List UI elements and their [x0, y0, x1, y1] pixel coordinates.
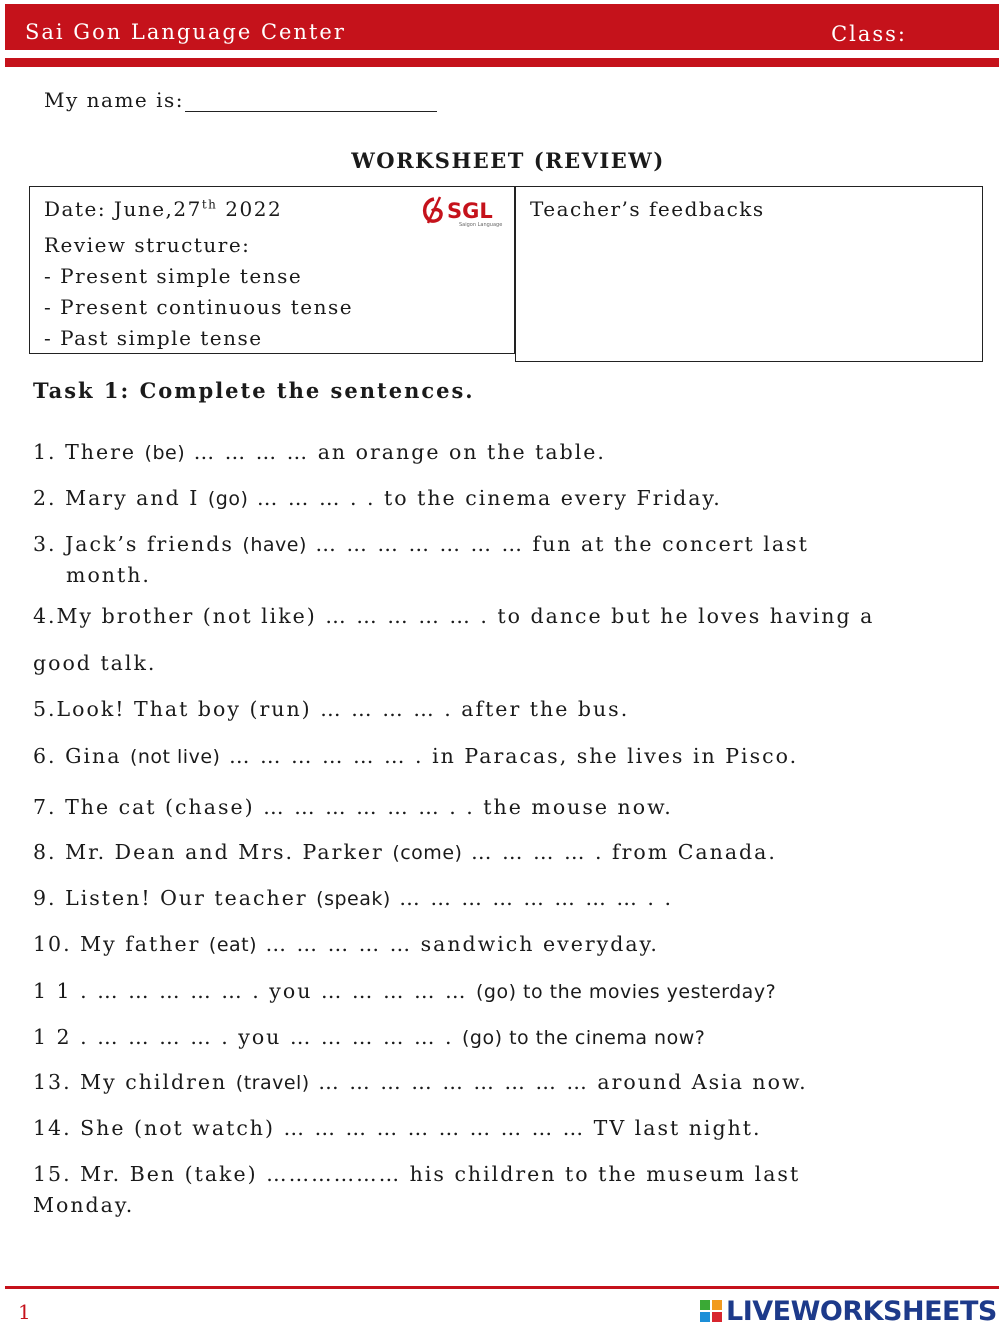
date-prefix: Date: June,27 — [44, 197, 202, 221]
logo-subtext: Saigon Language — [459, 222, 503, 227]
page-number: 1 — [18, 1300, 31, 1324]
question-4-cont: good talk. — [33, 651, 157, 675]
question-3: 3. Jack’s friends (have) … … … … … … … fun at the concert last — [33, 532, 809, 556]
worksheet-title: WORKSHEET (REVIEW) — [351, 148, 665, 173]
date-sup: th — [201, 197, 218, 212]
liveworksheets-text: LIVEWORKSHEETS — [726, 1296, 997, 1327]
question-13: 13. My children (travel) … … … … … … … … … around Asia now. — [33, 1070, 808, 1094]
task-title: Task 1: Complete the sentences. — [33, 378, 475, 403]
question-3-cont: month. — [66, 563, 151, 587]
class-label: Class: — [831, 22, 907, 46]
question-11: 1 1 . … … … … … . you … … … … … (go) to the movies yesterday? — [33, 979, 777, 1003]
question-12: 1 2 . … … … … . you … … … … … . (go) to the cinema now? — [33, 1025, 706, 1049]
question-7: 7. The cat (chase) … … … … … … . . the mouse now. — [33, 795, 673, 819]
sgl-logo — [420, 193, 516, 227]
structure-item: - Present continuous tense — [44, 295, 354, 319]
structure-item: - Past simple tense — [44, 326, 263, 350]
question-8: 8. Mr. Dean and Mrs. Parker (come) … … … … . from Canada. — [33, 840, 777, 864]
feedback-label: Teacher’s feedbacks — [530, 197, 765, 221]
name-blank[interactable] — [185, 89, 437, 112]
date-line — [44, 197, 282, 221]
logo-text: SGL — [447, 199, 493, 223]
feedback-box — [515, 186, 983, 362]
name-field-row — [44, 88, 437, 112]
date-year: 2022 — [217, 197, 283, 221]
liveworksheets-icon — [700, 1300, 722, 1322]
header-bar — [5, 4, 999, 50]
review-label: Review structure: — [44, 233, 251, 257]
header-rule — [5, 58, 999, 67]
structure-item: - Present simple tense — [44, 264, 303, 288]
question-1: 1. There (be) … … … … an orange on the table. — [33, 440, 606, 464]
center-name: Sai Gon Language Center — [25, 20, 346, 44]
info-box — [29, 186, 515, 354]
name-label: My name is: — [44, 88, 184, 112]
question-2: 2. Mary and I (go) … … … . . to the cinema every Friday. — [33, 486, 722, 510]
footer-rule — [5, 1286, 999, 1289]
question-9: 9. Listen! Our teacher (speak) … … … … … … … … . . — [33, 886, 673, 910]
question-10: 10. My father (eat) … … … … … sandwich everyday. — [33, 932, 659, 956]
question-15-cont: Monday. — [33, 1193, 135, 1217]
question-5: 5.Look! That boy (run) … … … … . after the bus. — [33, 697, 630, 721]
question-15: 15. Mr. Ben (take) ……………… his children to the museum last — [33, 1162, 801, 1186]
question-14: 14. She (not watch) … … … … … … … … … … TV last night. — [33, 1116, 762, 1140]
question-4: 4.My brother (not like) … … … … … . to dance but he loves having a — [33, 604, 875, 628]
question-6: 6. Gina (not live) … … … … … … . in Paracas, she lives in Pisco. — [33, 744, 799, 768]
